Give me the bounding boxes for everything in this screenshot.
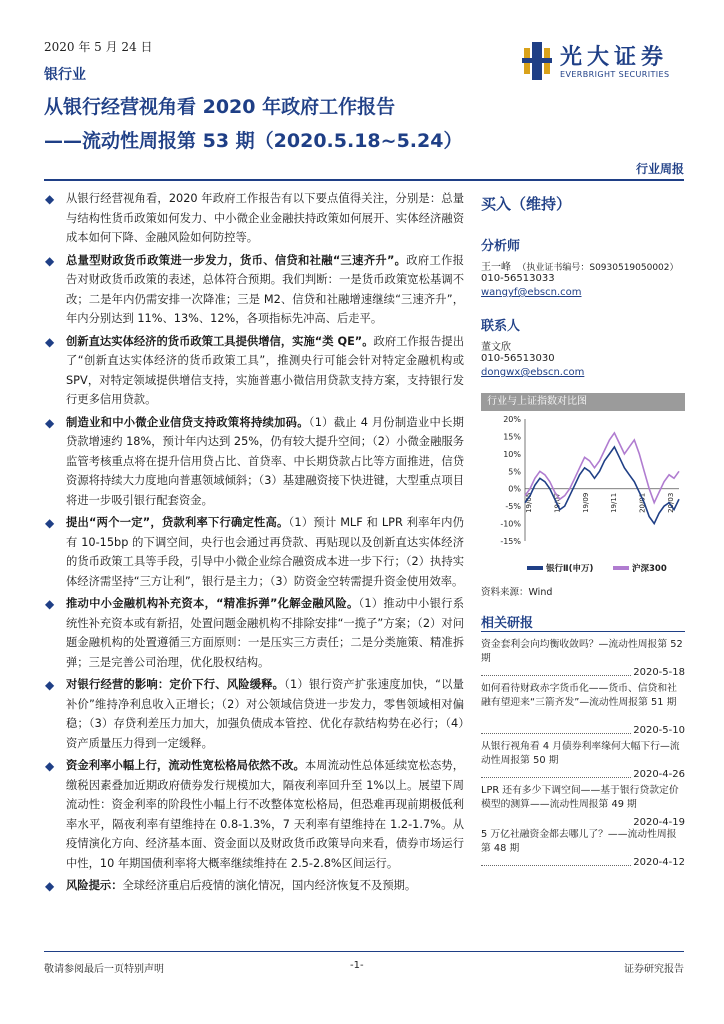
y-tick-label: 15% <box>503 432 521 442</box>
footer-disclaimer: 敬请参阅最后一页特别声明 <box>44 964 164 975</box>
y-tick-label: -10% <box>500 519 521 529</box>
x-tick-label: 20/03 <box>667 492 675 513</box>
related-date: 2020-4-26 <box>633 769 685 780</box>
dotted-leader <box>481 865 631 866</box>
diamond-bullet-icon: ◆ <box>45 597 55 611</box>
diamond-bullet-icon: ◆ <box>45 334 55 349</box>
key-point: ◆ 从银行经营视角看，2020 年政府工作报告有以下要点值得关注，分别是：总量与结构性货币政策如何发力、中小微企业金融扶持政策如何展开、实体经济融资成本如何下降、金融风险如何防控等。 <box>45 192 464 244</box>
diamond-bullet-icon: ◆ <box>45 192 55 206</box>
y-tick-label: -5% <box>505 502 521 512</box>
contact-email-link[interactable]: dongwx@ebscn.com <box>481 367 585 378</box>
analyst-heading: 分析师 <box>481 239 521 254</box>
dotted-leader <box>481 733 631 734</box>
contact-phone: 010-56513030 <box>481 353 555 364</box>
page-number: -1- <box>350 960 364 971</box>
diamond-bullet-icon: ◆ <box>45 253 55 268</box>
related-report[interactable]: 资金套利会向均衡收敛吗？—流动性周报第 52 期 <box>481 639 683 664</box>
everbright-logo <box>522 40 692 90</box>
y-tick-label: 10% <box>503 449 521 459</box>
key-point: ◆ 创新直达实体经济的货币政策工具提供增信，实施“类 QE”。政府工作报告提出了“创新直达实体经济的货币政策工具”，推测央行可能会针对特定金融机构或 SPV，对特定领域提供增信支持，实施普惠小微信用贷款支持方案，支持银行发行更多信用贷款。 <box>45 334 464 406</box>
report-type: 行业周报 <box>635 162 684 176</box>
diamond-bullet-icon: ◆ <box>45 879 55 893</box>
x-tick-label: 19/07 <box>553 492 562 513</box>
y-tick-label: 5% <box>508 467 521 477</box>
logo-text-cn: 光大证券 <box>560 45 669 70</box>
analyst-phone: 010-56513033 <box>481 273 555 284</box>
x-tick-label: 19/05 <box>525 492 533 513</box>
related-date: 2020-4-12 <box>633 857 685 868</box>
analyst-email-link[interactable]: wangyf@ebscn.com <box>481 287 582 298</box>
chart-title: 行业与上证指数对比图 <box>481 393 685 411</box>
related-date: 2020-5-18 <box>633 667 685 678</box>
related-divider <box>481 631 685 632</box>
key-points <box>44 189 464 899</box>
x-tick-label: 19/11 <box>610 492 619 513</box>
related-report[interactable]: 如何看待财政赤字货币化——货币、信贷和社融有望迎来“三箭齐发”—流动性周报第 51 期 <box>481 683 677 708</box>
related-report[interactable]: 从银行视角看 4 月债券利率缘何大幅下行—流动性周报第 50 期 <box>481 741 680 766</box>
related-date: 2020-5-10 <box>633 725 685 736</box>
contact-name: 董文欣 <box>481 342 511 353</box>
rating: 买入（维持） <box>481 195 572 213</box>
y-tick-label: 0% <box>508 484 521 494</box>
diamond-bullet-icon: ◆ <box>45 516 55 530</box>
key-point: ◆ 提出“两个一定”，贷款利率下行确定性高。（1）预计 MLF 和 LPR 利率年内仍有 10-15bp 的下调空间，央行也会通过再贷款、再贴现以及创新直达实体经济的货币政策工具等手段，引导中小微企业综合融资成本进一步下行；（2）执持实体经济需坚持“三方让利”，银行是主力；（3）防资金空转需提升资金使用效率。 <box>45 516 464 588</box>
sidebar <box>481 189 685 949</box>
chart-svg <box>481 411 685 583</box>
diamond-bullet-icon: ◆ <box>45 678 55 692</box>
related-date: 2020-4-19 <box>633 817 685 828</box>
comparison-chart <box>481 393 685 583</box>
related-report[interactable]: 5 万亿社融资金都去哪儿了？——流动性周报第 48 期 <box>481 829 677 854</box>
legend-label: 银行Ⅱ(申万) <box>546 564 594 574</box>
diamond-bullet-icon: ◆ <box>45 759 55 773</box>
analyst-name-line: 王一峰 （执业证书编号：S0930519050002） <box>481 262 679 273</box>
contact-heading: 联系人 <box>481 319 521 334</box>
report-title: 从银行经营视角看 2020 年政府工作报告 <box>44 96 396 118</box>
key-point: ◆ 总量型财政货币政策进一步发力，货币、信贷和社融“三速齐升”。政府工作报告对财政货币政策的表述，总体符合预期。我们判断：一是货币政策宽松基调不改；二是年内仍需安排一次降准；三是 M2、信贷和社融增速继续“三速齐升”，年内分别达到 11%、13%、12%，各项指标先冲高、后走平。 <box>45 253 464 325</box>
y-tick-label: -15% <box>500 537 521 546</box>
report-subtitle: ——流动性周报第 53 期（2020.5.18~5.24） <box>44 130 463 152</box>
key-point: ◆ 风险提示：全球经济重启后疫情的演化情况，国内经济恢复不及预期。 <box>45 879 417 893</box>
diamond-bullet-icon: ◆ <box>45 415 55 430</box>
logo-mark-icon <box>522 42 552 80</box>
x-tick-label: 20/01 <box>638 492 647 513</box>
series-line <box>525 447 679 524</box>
report-date: 2020 年 5 月 24 日 <box>44 40 153 54</box>
logo-text-en: EVERBRIGHT SECURITIES <box>560 70 670 79</box>
y-tick-label: 20% <box>503 415 521 424</box>
chart-source: 资料来源：Wind <box>481 587 553 598</box>
key-point: ◆ 对银行经营的影响：定价下行、风险缓释。（1）银行资产扩张速度加快，“以量补价”维持净利息收入正增长；（2）对公领域信贷进一步发力，零售领域相对偏稳；（3）存贷利差压力加大，加强负债成本管控、优化存款结构势在必行；（4）资产质量压力得到一定缓释。 <box>45 678 464 750</box>
related-heading: 相关研报 <box>481 616 534 631</box>
dotted-leader <box>481 675 631 676</box>
sector-label: 银行业 <box>44 67 86 83</box>
x-tick-label: 19/09 <box>581 492 590 513</box>
key-point: ◆ 资金利率小幅上行，流动性宽松格局依然不改。本周流动性总体延续宽松态势，缴税因素叠加近期政府债券发行规模加大，隔夜利率回升至 1%以上。展望下周流动性：资金利率的阶段性小幅上行不改整体宽松格局，但恐难再现前期极低利率水平，隔夜利率有望维持在 0.8-1.3%，7 天利率有望维持在 1.2-1.7%。从疫情演化方向、经济基本面、资金面以及财政货币政策导向来看，债券市场运行中性，10 年期国债利率将大概率继续维持在 2.5-2.8%区间运行。 <box>45 759 464 870</box>
footer-report-type: 证券研究报告 <box>624 964 684 975</box>
related-report[interactable]: LPR 还有多少下调空间——基于银行贷款定价模型的测算——流动性周报第 49 期 <box>481 785 679 810</box>
key-point: ◆ 制造业和中小微企业信贷支持政策将持续加码。（1）截止 4 月份制造业中长期贷款增速约 18%，预计年内达到 25%，仍有较大提升空间；（2）小微金融服务监管考核重点将在提升信用贷占比、首贷率、中长期贷款占比等方面推进，信贷资源将持续大力度地向普惠领域倾斜；（3）基建融资接下快进键，大型重点项目将进一步吸引银行配套资金。 <box>45 415 464 507</box>
key-point: ◆ 推动中小金融机构补充资本，“精准拆弹”化解金融风险。（1）推动中小银行系统性补充资本或有新招，处置问题金融机构不排除安排“一揽子”方案；（2）对问题金融机构的处置遵循三方面原则：一是压实三方责任；二是分类施策、精准拆弹；三是完善公司治理，优化股权结构。 <box>45 597 464 669</box>
footer-divider <box>44 951 684 952</box>
header-divider <box>44 179 684 181</box>
legend-label: 沪深300 <box>632 564 667 574</box>
dotted-leader <box>481 777 631 778</box>
